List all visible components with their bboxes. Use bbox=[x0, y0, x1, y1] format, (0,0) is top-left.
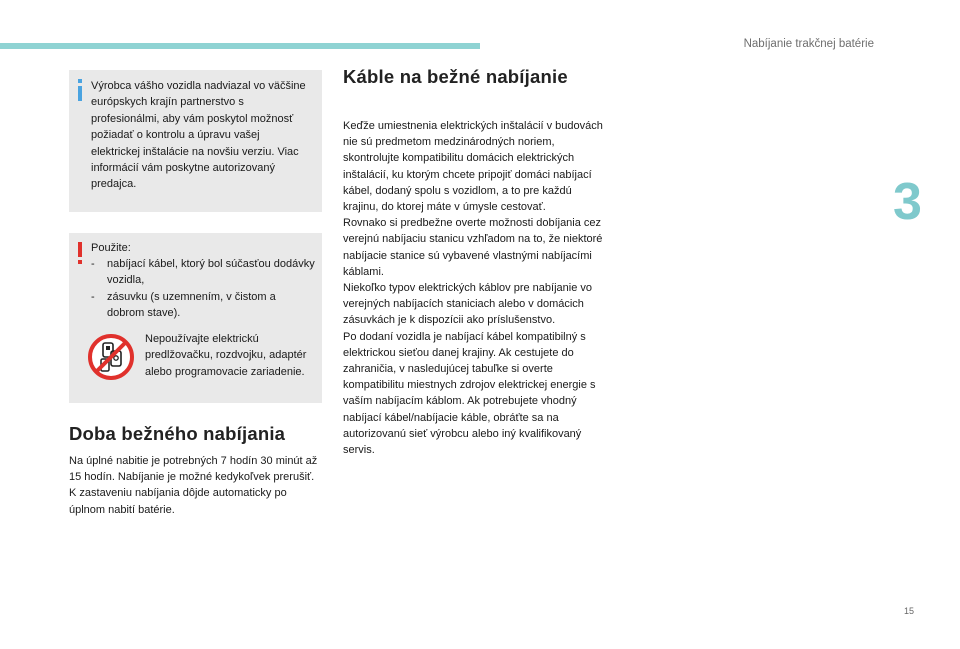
section-body: Na úplné nabitie je potrebných 7 hodín 30 minút až 15 hodín. Nabíjanie je možné kedykoľvek prerušiť. K zastaveniu nabíjania dôjde automaticky po úplnom nabití batérie. bbox=[69, 455, 318, 516]
paragraph: Po dodaní vozidla je nabíjací kábel kompatibilný s elektrickou sieťou danej krajiny. Ak cestujete do zahraničia, v nasledujúcej tabuľke si overte kompatibilitu miestnych zdrojov elektrickej energie s vaším nabíjacím káblom. Ak potrebujete vhodný nabíjací kábel/nabíjacie káble, obráťte sa na autorizovanú sieť výrobcu alebo iný kvalifikovaný servis. bbox=[343, 330, 596, 457]
chapter-number: 3 bbox=[893, 173, 922, 231]
warning-note: Nepoužívajte elektrickú predlžovačku, rozdvojku, adaptér alebo programovacie zariadenie. bbox=[145, 333, 307, 378]
warning-box bbox=[69, 233, 322, 403]
section-heading: Káble na bežné nabíjanie bbox=[343, 66, 568, 87]
info-text: Výrobca vášho vozidla nadviazal vo väčšine európskych krajín partnerstvo s profesionálmi, aby vám poskytol možnosť požiadať o kontrolu a úpravu vašej elektrickej inštalácie na novšiu verziu. Viac informácií vám poskytne autorizovaný predajca. bbox=[91, 80, 306, 191]
section-body bbox=[343, 118, 603, 458]
list-item: - nabíjací kábel, ktorý bol súčasťou dodávky vozidla, bbox=[91, 258, 315, 287]
warning-list bbox=[91, 256, 316, 322]
section-heading: Doba bežného nabíjania bbox=[69, 423, 286, 444]
page-number: 15 bbox=[904, 606, 915, 616]
warning-icon bbox=[78, 242, 82, 264]
paragraph: Niekoľko typov elektrických káblov pre nabíjanie vo verejných nabíjacích staniciach alebo v domácich zásuvkách je k dispozícii ako príslušenstvo. bbox=[343, 282, 592, 327]
chapter-title: Nabíjanie trakčnej batérie bbox=[743, 38, 874, 50]
list-item: - zásuvku (s uzemnením, v čistom a dobrom stave). bbox=[91, 290, 276, 320]
warning-intro: Použite: bbox=[91, 242, 131, 254]
info-box bbox=[69, 70, 322, 212]
header-accent-bar bbox=[0, 43, 480, 49]
no-adapter-icon bbox=[87, 333, 135, 381]
paragraph: Keďže umiestnenia elektrických inštalácií v budovách nie sú predmetom medzinárodných noriem, skontrolujte kompatibilitu domácich elektrických inštalácií, ku ktorým chcete pripojiť domáci nabíjací kábel, dodaný spolu s vozidlom, a to pre každú krajinu, do ktorej máte v úmysle cestovať. bbox=[343, 120, 603, 214]
paragraph: Rovnako si predbežne overte možnosti dobíjania cez verejnú nabíjaciu stanicu vzhľadom na to, že niektoré nabíjacie stanice sú vybavené vlastnými nabíjacími káblami. bbox=[343, 217, 603, 278]
info-icon bbox=[78, 79, 82, 101]
